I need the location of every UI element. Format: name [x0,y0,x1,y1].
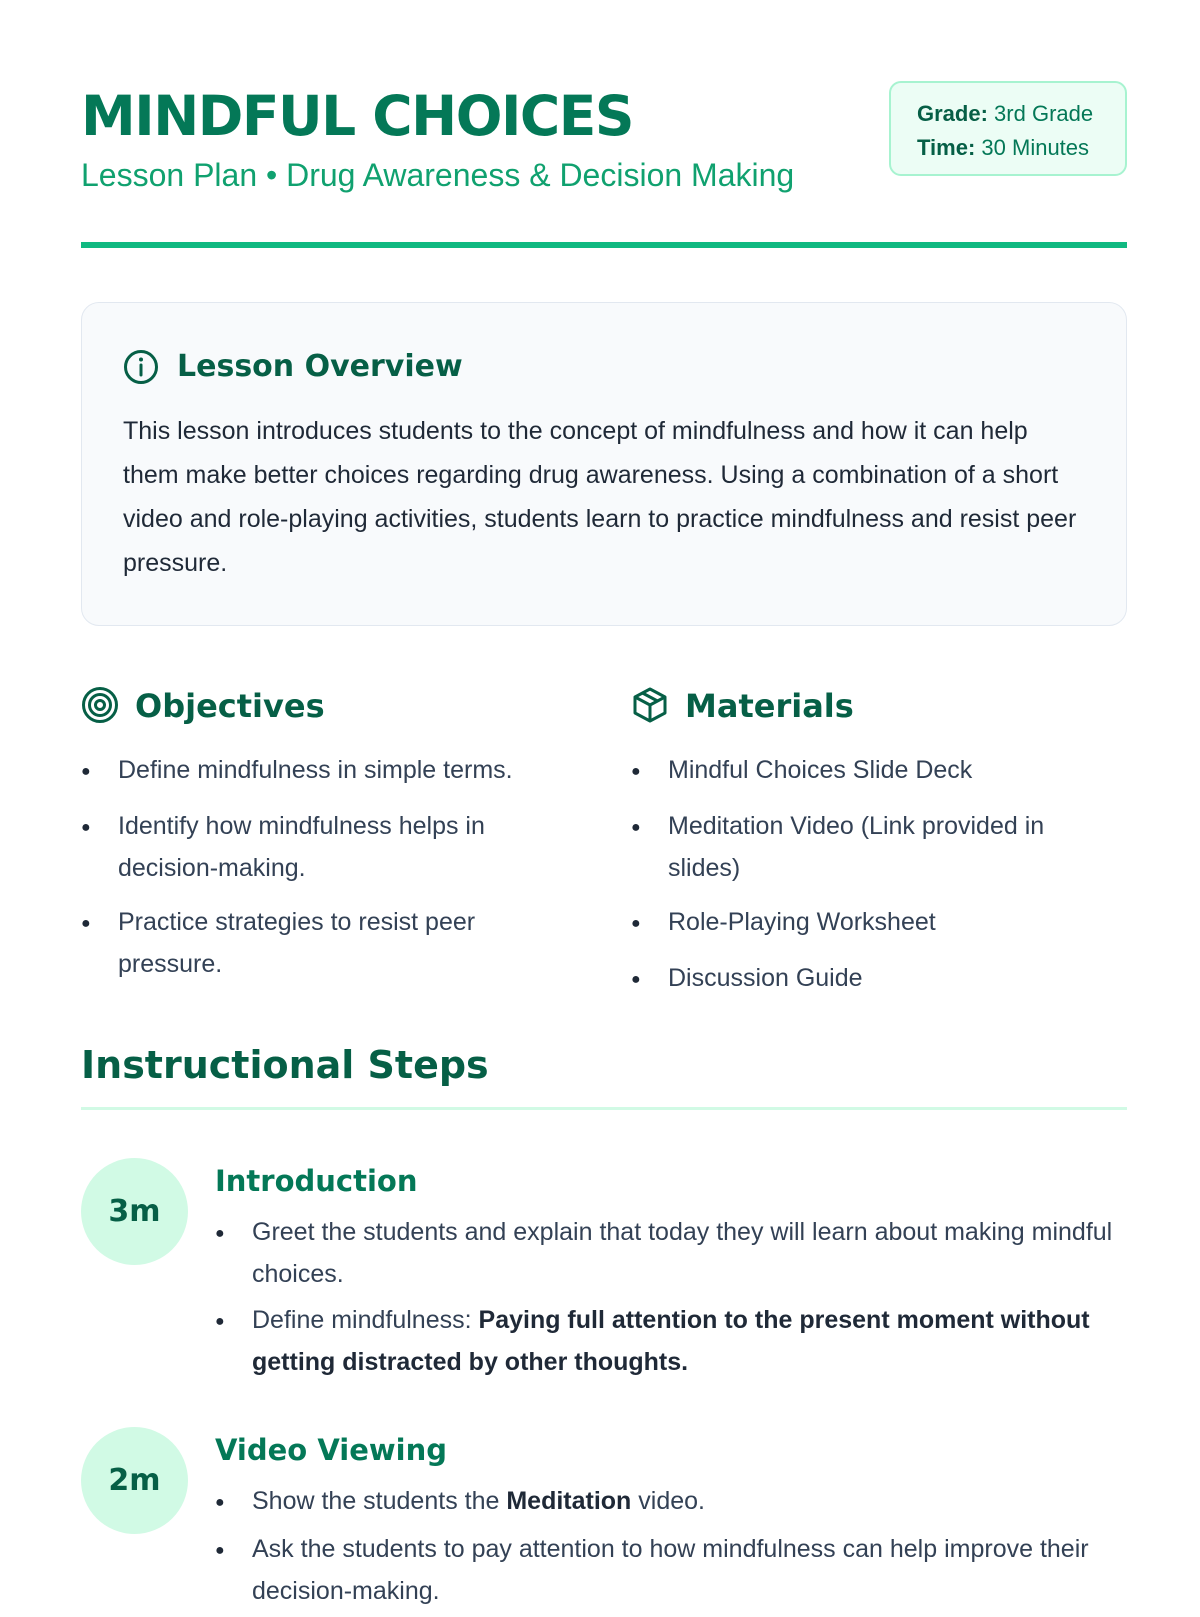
objectives-section [81,684,571,998]
step-bullets [215,1481,1127,1611]
list-item: ● Define mindfulness: Paying full attention to the present moment without getting distracted by other thoughts. [215,1306,1090,1376]
list-item: ● Mindful Choices Slide Deck [631,756,973,784]
instructional-steps-title: Instructional Steps [81,1043,489,1087]
step-bullets [215,1212,1127,1382]
list-item: ● Define mindfulness in simple terms. [81,756,513,784]
objectives-title: Objectives [135,687,325,725]
step-title: Introduction [215,1164,418,1198]
materials-title: Materials [685,687,854,725]
list-item: ● Role-Playing Worksheet [631,908,936,936]
info-icon [123,349,159,385]
list-item: ● Greet the students and explain that today they will learn about making mindful choices. [215,1218,1113,1288]
page-subtitle: Lesson Plan • Drug Awareness & Decision Making [81,157,795,193]
overview-text: This lesson introduces students to the concept of mindfulness and how it can help them make better choices regarding drug awareness. Using a combination of a short video and role-playing activities, students learn to practice mindfulness and resist peer pressure. [123,417,1077,577]
list-item: ● Discussion Guide [631,964,863,992]
time-label: Time: [917,135,976,160]
steps-divider [81,1107,1127,1110]
target-icon [81,686,119,724]
grade-line [917,97,1125,131]
header [81,80,1127,250]
grade-label: Grade: [917,101,988,126]
page-title: MINDFUL CHOICES [81,84,633,148]
materials-list [631,750,1121,1000]
step-body [215,1427,1127,1617]
materials-section [631,684,1121,1014]
objectives-list [81,750,571,984]
time-value: 30 Minutes [981,135,1090,160]
header-divider [81,242,1127,248]
time-line [917,131,1125,165]
grade-value: 3rd Grade [994,101,1094,126]
step-body [215,1158,1127,1388]
list-item: ● Identify how mindfulness helps in decision-making. [81,812,485,882]
overview-card [81,302,1127,626]
list-item: ● Practice strategies to resist peer pressure. [81,908,476,978]
materials-heading [631,684,1121,728]
lesson-meta-box [889,81,1127,176]
list-item: ● Meditation Video (Link provided in slides) [631,812,1045,882]
list-item: ● Ask the students to pay attention to how mindfulness can help improve their decision-making. [215,1535,1089,1605]
step-title: Video Viewing [215,1433,447,1467]
package-icon [631,686,669,724]
overview-title: Lesson Overview [177,349,463,384]
list-item: ● Show the students the Meditation video. [215,1487,706,1515]
objectives-heading [81,684,571,728]
duration-badge: 3m [81,1158,188,1265]
duration-badge: 2m [81,1427,188,1534]
